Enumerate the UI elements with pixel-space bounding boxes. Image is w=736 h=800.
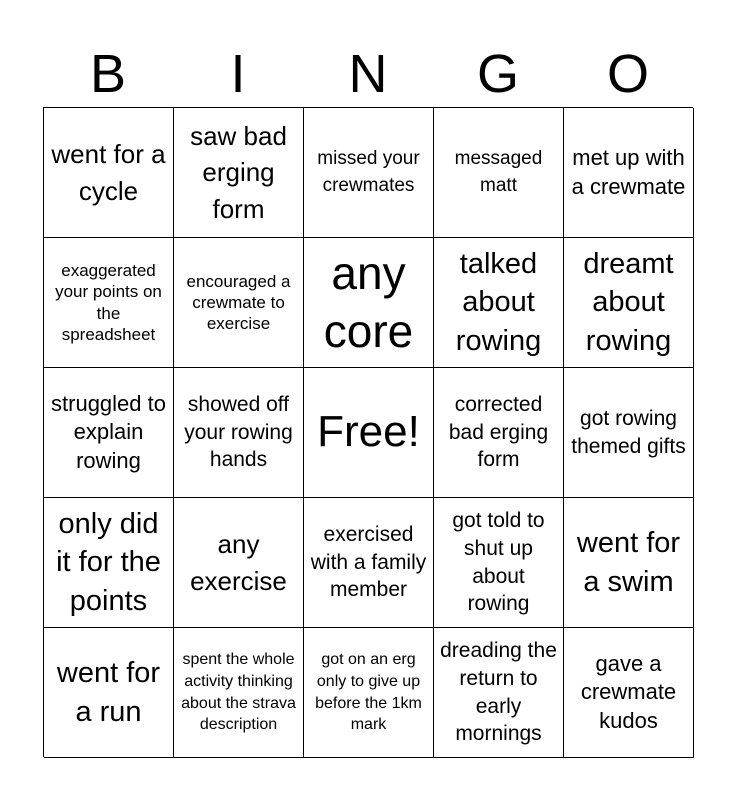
bingo-cell[interactable] bbox=[44, 498, 174, 628]
bingo-cell[interactable] bbox=[174, 628, 304, 758]
bingo-cell-text: gave a crewmate kudos bbox=[580, 651, 677, 733]
bingo-cell-text: met up with a crewmate bbox=[571, 145, 686, 199]
bingo-cell[interactable] bbox=[304, 238, 434, 368]
bingo-cell-text: went for a swim bbox=[576, 527, 681, 598]
bingo-cell-text: corrected bad erging form bbox=[448, 392, 549, 472]
bingo-cell[interactable] bbox=[44, 368, 174, 498]
free-space-text: Free! bbox=[317, 407, 420, 457]
bingo-cell[interactable] bbox=[434, 628, 564, 758]
header-letter-g: G bbox=[476, 44, 519, 104]
bingo-cell-text: any core bbox=[323, 247, 414, 357]
bingo-cell[interactable] bbox=[174, 108, 304, 238]
bingo-cell[interactable] bbox=[564, 368, 694, 498]
header-letter-i: I bbox=[230, 44, 246, 104]
bingo-cell-text: got on an erg only to give up before the 1km mark bbox=[315, 651, 422, 734]
bingo-cell[interactable] bbox=[564, 498, 694, 628]
bingo-cell-text: messaged matt bbox=[454, 147, 543, 196]
bingo-cell[interactable] bbox=[44, 238, 174, 368]
bingo-cell-text: missed your crewmates bbox=[317, 147, 420, 196]
bingo-cell-text: only did it for the points bbox=[56, 508, 161, 617]
bingo-cell-text: encouraged a crewmate to exercise bbox=[186, 271, 291, 334]
bingo-cell-text: struggled to explain rowing bbox=[51, 391, 166, 473]
bingo-cell-text: dreamt about rowing bbox=[583, 248, 674, 357]
bingo-cell[interactable] bbox=[304, 498, 434, 628]
bingo-cell-text: exercised with a family member bbox=[310, 522, 427, 602]
bingo-cell[interactable] bbox=[434, 498, 564, 628]
bingo-cell[interactable] bbox=[174, 368, 304, 498]
header-letter-o: O bbox=[606, 44, 649, 104]
bingo-cell-text: any exercise bbox=[190, 529, 287, 596]
bingo-cell-text: exaggerated your points on the spreadsheet bbox=[55, 261, 162, 344]
free-space-cell[interactable] bbox=[304, 368, 434, 498]
bingo-cell-text: went for a cycle bbox=[51, 139, 166, 206]
bingo-board bbox=[43, 107, 693, 757]
header-letter-b: B bbox=[89, 44, 127, 104]
bingo-cell[interactable] bbox=[174, 498, 304, 628]
bingo-cell-text: dreading the return to early mornings bbox=[440, 639, 557, 746]
bingo-cell[interactable] bbox=[304, 628, 434, 758]
bingo-cell[interactable] bbox=[564, 238, 694, 368]
bingo-cell-text: saw bad erging form bbox=[190, 120, 287, 224]
header-letter-n: N bbox=[348, 44, 388, 104]
bingo-cell-text: spent the whole activity thinking about the strava description bbox=[181, 651, 296, 734]
bingo-header bbox=[43, 40, 693, 108]
bingo-cell-text: showed off your rowing hands bbox=[184, 392, 293, 472]
bingo-cell[interactable] bbox=[564, 628, 694, 758]
bingo-cell[interactable] bbox=[434, 108, 564, 238]
bingo-cell-text: talked about rowing bbox=[455, 248, 542, 357]
bingo-cell[interactable] bbox=[434, 368, 564, 498]
bingo-cell[interactable] bbox=[564, 108, 694, 238]
bingo-cell[interactable] bbox=[304, 108, 434, 238]
bingo-cell-text: went for a run bbox=[56, 657, 161, 728]
bingo-cell-text: got rowing themed gifts bbox=[571, 406, 686, 458]
bingo-cell-text: got told to shut up about rowing bbox=[452, 509, 545, 616]
bingo-cell[interactable] bbox=[434, 238, 564, 368]
bingo-cell[interactable] bbox=[174, 238, 304, 368]
bingo-cell[interactable] bbox=[44, 108, 174, 238]
bingo-cell[interactable] bbox=[44, 628, 174, 758]
